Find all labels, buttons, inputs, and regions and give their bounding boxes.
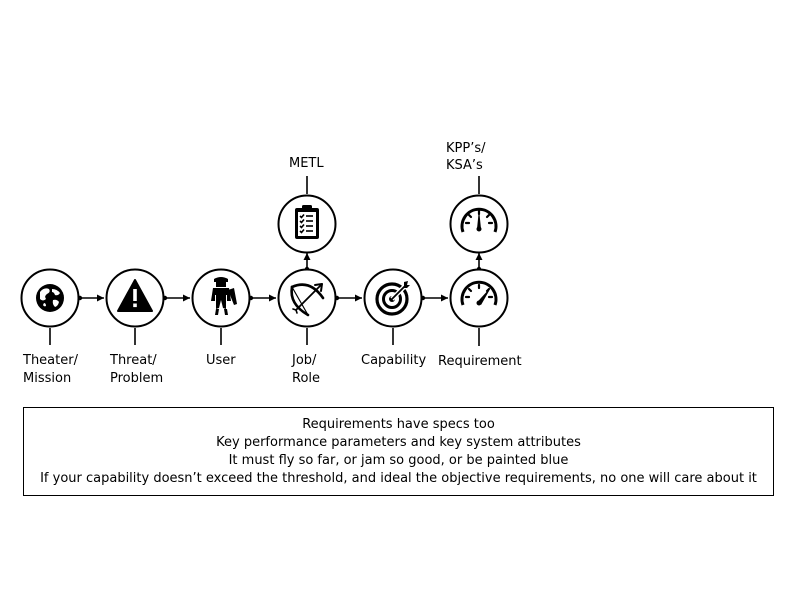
clipboard-checklist-icon	[295, 205, 319, 239]
node-capability	[365, 270, 422, 327]
node-job-role	[279, 270, 336, 327]
label-metl: METL	[289, 156, 324, 171]
label-job-role: Job/ Role	[292, 353, 321, 386]
node-requirement	[451, 270, 508, 327]
label-user: User	[206, 353, 236, 368]
globe-icon	[36, 284, 64, 312]
label-theater-mission: Theater/ Mission	[23, 353, 78, 386]
note-line: If your capability doesn’t exceed the threshold, and ideal the objective requirements, no one will care about it	[40, 470, 757, 486]
node-metl	[279, 196, 336, 253]
label-kpp-ksa: KPP’s/ KSA’s	[446, 141, 486, 173]
node-theater-mission	[22, 270, 79, 327]
note-line: Key performance parameters and key system attributes	[216, 434, 581, 450]
label-threat-problem: Threat/ Problem	[110, 353, 164, 386]
node-kpp-ksa	[451, 196, 508, 253]
label-requirement: Requirement	[438, 354, 522, 369]
note-line: Requirements have specs too	[302, 416, 495, 432]
note-line: It must fly so far, or jam so good, or be painted blue	[228, 452, 569, 468]
node-user	[193, 270, 250, 327]
label-capability: Capability	[361, 353, 427, 368]
note-box	[23, 407, 774, 496]
node-threat-problem	[107, 270, 164, 327]
